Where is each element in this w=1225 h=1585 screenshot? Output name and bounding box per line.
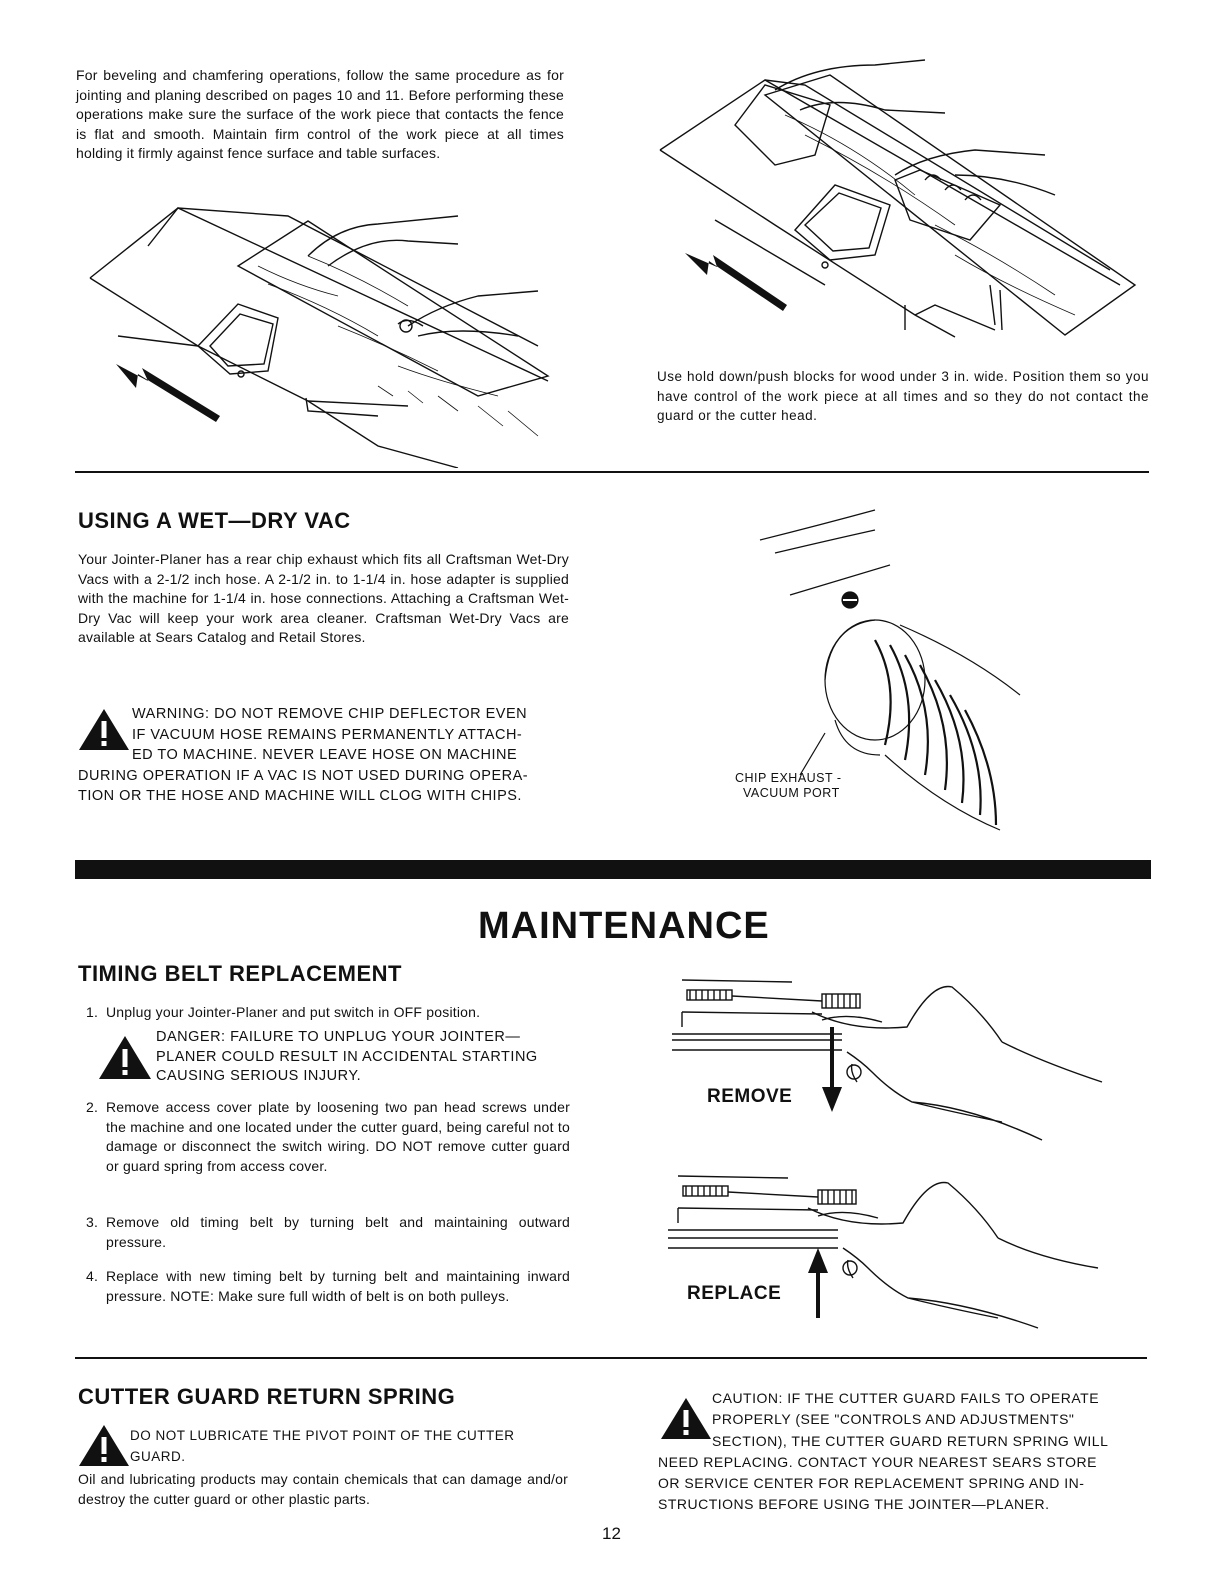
page-number: 12 <box>602 1524 621 1543</box>
section-divider <box>75 471 1149 473</box>
push-block-caption: Use hold down/push blocks for wood under 3 in. wide. Position them so you have control of the work piece at all times and so they do not contact the guard or the cutter head. <box>657 369 1149 423</box>
caution-text <box>658 1388 1150 1516</box>
vac-warning-line-2: IF VACUUM HOSE REMAINS PERMANENTLY ATTACH- <box>132 726 523 743</box>
timing-belt-title: TIMING BELT REPLACEMENT <box>78 961 402 986</box>
replace-belt-illustration <box>668 1168 1108 1338</box>
vac-warning-line-3: ED TO MACHINE. NEVER LEAVE HOSE ON MACHINE <box>132 747 518 763</box>
step-number: 3. <box>86 1214 99 1230</box>
step-text: Replace with new timing belt by turning belt and maintaining inward pressure. NOTE: Make sure full width of belt is on both pulleys. <box>106 1268 570 1304</box>
vac-warning-line-4: DURING OPERATION IF A VAC IS NOT USED DURING OPERA- <box>78 767 529 784</box>
cutter-guard-title: CUTTER GUARD RETURN SPRING <box>78 1384 456 1409</box>
wet-dry-vac-title: USING A WET—DRY VAC <box>78 508 351 533</box>
intro-paragraph: For beveling and chamfering operations, follow the same procedure as for jointing and planing described on pages 10 and 11. Before performing these operations make sure the surface of the work piece that contacts the fence is flat and smooth. Maintain firm control of the work piece at all times holding it firmly against fence surface and table surfaces. <box>76 67 564 161</box>
lubricate-warning-line-2: GUARD. <box>130 1448 186 1464</box>
remove-label: REMOVE <box>707 1086 793 1107</box>
cutter-guard-paragraph: Oil and lubricating products may contain chemicals that can damage and/or destroy the cutter guard or other plastic parts. <box>78 1471 568 1507</box>
caution-line-1: CAUTION: IF THE CUTTER GUARD FAILS TO OPERATE <box>712 1390 1100 1406</box>
vac-warning-line-5: TION OR THE HOSE AND MACHINE WILL CLOG WITH CHIPS. <box>78 788 522 804</box>
caution-line-2: PROPERLY (SEE "CONTROLS AND ADJUSTMENTS" <box>712 1411 1075 1428</box>
step-text: Remove access cover plate by loosening two pan head screws under the machine and one located under the cutter guard, being careful not to damage or disconnect the switch wiring. DO NOT remove cutter guard or guard spring from access cover. <box>106 1099 570 1174</box>
caution-line-3: SECTION), THE CUTTER GUARD RETURN SPRING WILL <box>712 1432 1109 1449</box>
section-divider <box>75 1357 1147 1359</box>
lubricate-warning <box>130 1426 570 1467</box>
warning-icon <box>77 1423 131 1467</box>
step-number: 1. <box>86 1004 99 1020</box>
caution-line-6: STRUCTIONS BEFORE USING THE JOINTER—PLANER. <box>658 1496 1050 1513</box>
vacuum-port-label-line-1: CHIP EXHAUST - <box>735 771 842 785</box>
maintenance-divider-bar <box>75 860 1151 879</box>
step-number: 2. <box>86 1099 99 1115</box>
wet-dry-vac-paragraph: Your Jointer-Planer has a rear chip exhaust which fits all Craftsman Wet-Dry Vacs with a 2-1/2 inch hose. A 2-1/2 in. to 1-1/4 in. hose adapter is supplied with the machine for 1-1/4 in. hose connections. Attaching a Craftsman Wet-Dry Vac will keep your work area cleaner. Craftsman Wet-Dry Vacs are available at Sears Catalog and Retail Stores. <box>78 551 569 645</box>
vacuum-port-label-line-2: VACUUM PORT <box>743 786 840 800</box>
timing-step-2 <box>86 1098 570 1198</box>
vac-warning-line-1: WARNING: DO NOT REMOVE CHIP DEFLECTOR EVEN <box>132 706 528 722</box>
vac-warning-text <box>78 704 570 807</box>
maintenance-title: MAINTENANCE <box>478 905 770 947</box>
step-text: Unplug your Jointer-Planer and put switch in OFF position. <box>106 1004 481 1020</box>
caution-line-4: NEED REPLACING. CONTACT YOUR NEAREST SEARS STORE <box>658 1453 1097 1470</box>
danger-text <box>156 1028 568 1087</box>
beveling-illustration <box>78 196 568 468</box>
timing-step-3 <box>86 1213 570 1253</box>
step-text: Remove old timing belt by turning belt and maintaining outward pressure. <box>106 1214 570 1250</box>
danger-line-1: DANGER: FAILURE TO UNPLUG YOUR JOINTER— <box>156 1029 521 1045</box>
push-block-illustration <box>655 55 1150 355</box>
timing-step-4 <box>86 1267 570 1327</box>
remove-belt-illustration <box>672 972 1112 1142</box>
danger-icon <box>97 1034 153 1080</box>
danger-line-3: CAUSING SERIOUS INJURY. <box>156 1068 362 1084</box>
lubricate-warning-line-1: DO NOT LUBRICATE THE PIVOT POINT OF THE CUTTER <box>130 1428 515 1443</box>
vacuum-port-label <box>735 771 895 801</box>
caution-line-5: OR SERVICE CENTER FOR REPLACEMENT SPRING AND IN- <box>658 1475 1085 1492</box>
step-number: 4. <box>86 1268 99 1284</box>
replace-label: REPLACE <box>687 1283 782 1304</box>
danger-line-2: PLANER COULD RESULT IN ACCIDENTAL STARTING <box>156 1048 538 1065</box>
